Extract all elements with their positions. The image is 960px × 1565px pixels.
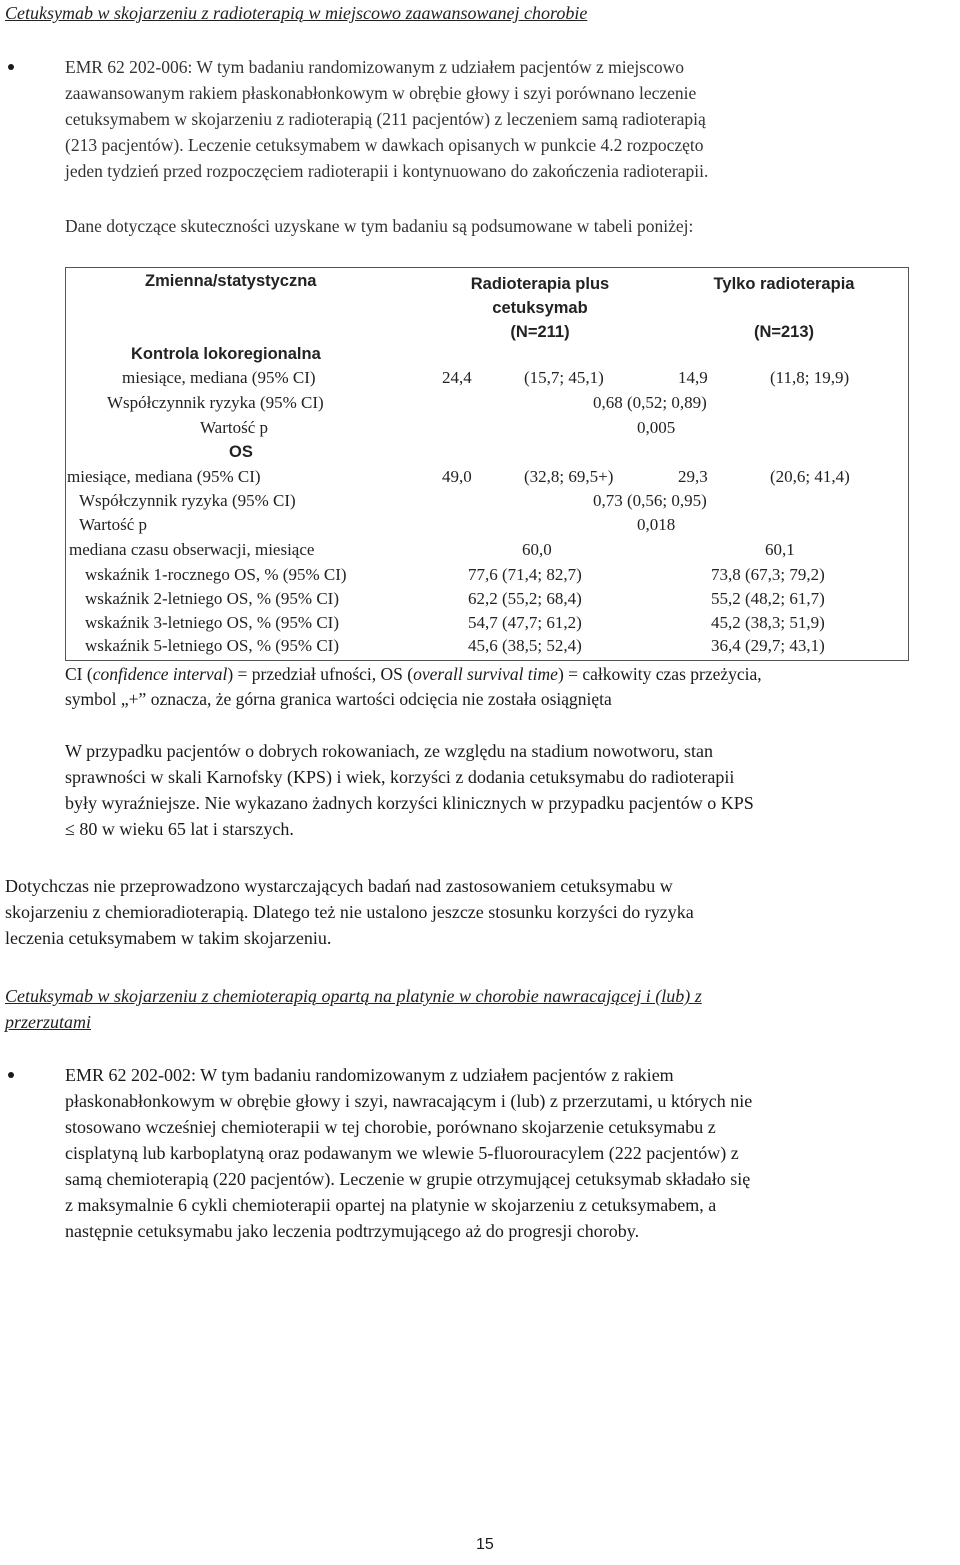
header-line: cetuksymab (492, 299, 588, 317)
section-heading-radiotherapy: Cetuksymab w skojarzeniu z radioterapią w miejscowo zaawansowanej chorobie (5, 3, 588, 23)
footnote-line: symbol „+” oznacza, że górna granica wartości odcięcia nie została osiągnięta (65, 689, 612, 709)
text-line: ≤ 80 w wieku 65 lat i starszych. (65, 819, 294, 839)
text-line: cetuksymabem w skojarzeniu z radioterapią (211 pacjentów) z leczeniem samą radioterapią (65, 109, 706, 129)
header-line: Radioterapia plus (470, 275, 610, 293)
row-label: wskaźnik 1-rocznego OS, % (95% CI) (85, 565, 347, 584)
cell-value: 0,005 (637, 418, 676, 437)
header-line: (N=213) (753, 323, 815, 341)
cell-value: 54,7 (47,7; 61,2) (468, 613, 582, 632)
cell-value: 55,2 (48,2; 61,7) (711, 589, 825, 608)
row-label: Wartość p (79, 515, 148, 534)
text-line: leczenia cetuksymabem w takim skojarzeniu. (5, 928, 332, 948)
row-label: mediana czasu obserwacji, miesiące (69, 540, 315, 559)
text-line: stosowano wcześniej chemioterapii w tej chorobie, porównano skojarzenie cetuksymabu z (65, 1117, 716, 1137)
cell-value: 0,73 (0,56; 0,95) (593, 491, 707, 510)
text-line: z maksymalnie 6 cykli chemioterapii opartej na platynie w skojarzeniu z cetuksymabem, a (65, 1195, 717, 1215)
cell-value: 0,018 (637, 515, 676, 534)
cell-value: (15,7; 45,1) (524, 368, 604, 387)
paragraph-chemoradiotherapy (5, 873, 694, 951)
col-header-radio-cetuximab (440, 272, 640, 344)
text-line: W przypadku pacjentów o dobrych rokowaniach, ze względu na stadium nowotworu, stan (65, 741, 713, 761)
table-intro-text: Dane dotyczące skuteczności uzyskane w tym badaniu są podsumowane w tabeli poniżej: (65, 216, 694, 236)
section-heading-chemotherapy (5, 983, 702, 1035)
text-line: skojarzeniu z chemioradioterapią. Dlatego też nie ustalono jeszcze stosunku korzyści do ryzyka (5, 902, 694, 922)
row-label: wskaźnik 3-letniego OS, % (95% CI) (85, 613, 340, 632)
header-line: (N=211) (510, 323, 570, 341)
cell-value: (20,6; 41,4) (770, 467, 850, 486)
bullet-paragraph-emr-002 (65, 1062, 752, 1244)
cell-value: 60,1 (765, 540, 795, 559)
paragraph-kps (65, 738, 754, 842)
group-header-locoregional: Kontrola lokoregionalna (131, 345, 321, 363)
cell-value: 29,3 (678, 467, 708, 486)
text-line: płaskonabłonkowym w obrębie głowy i szyi, nawracającym i (lub) z przerzutami, u których nie (65, 1091, 753, 1111)
cell-value: 0,68 (0,52; 0,89) (593, 393, 707, 412)
page-number: 15 (476, 1536, 494, 1553)
text-line: EMR 62 202-002: W tym badaniu randomizowanym z udziałem pacjentów z rakiem (65, 1065, 674, 1085)
cell-value: 36,4 (29,7; 43,1) (711, 636, 825, 655)
row-label: Współczynnik ryzyka (95% CI) (107, 393, 324, 412)
cell-value: (11,8; 19,9) (770, 368, 850, 387)
table-footnote (65, 662, 762, 712)
row-label: miesiące, mediana (95% CI) (67, 467, 261, 486)
row-label: Współczynnik ryzyka (95% CI) (79, 491, 296, 510)
col-header-radio-only (684, 272, 884, 344)
text-line: zaawansowanym rakiem płaskonabłonkowym w obrębie głowy i szyi porównano leczenie (65, 83, 697, 103)
footnote-term: confidence interval (92, 664, 228, 684)
text-line: EMR 62 202-006: W tym badaniu randomizowanym z udziałem pacjentów z miejscowo (65, 57, 685, 77)
bullet-icon (8, 64, 14, 70)
text-line: cisplatyną lub karboplatyną oraz podawanym we wlewie 5-fluorouracylem (222 pacjentów) z (65, 1143, 739, 1163)
cell-value: 60,0 (522, 540, 552, 559)
cell-value: (32,8; 69,5+) (524, 467, 614, 486)
cell-value: 77,6 (71,4; 82,7) (468, 565, 582, 584)
row-label: wskaźnik 2-letniego OS, % (95% CI) (85, 589, 340, 608)
cell-value: 49,0 (442, 467, 472, 486)
text-line: sprawności w skali Karnofsky (KPS) i wiek, korzyści z dodania cetuksymabu do radioterapii (65, 767, 735, 787)
cell-value: 45,2 (38,3; 51,9) (711, 613, 825, 632)
cell-value: 45,6 (38,5; 52,4) (468, 636, 582, 655)
cell-value: 62,2 (55,2; 68,4) (468, 589, 582, 608)
heading-line: Cetuksymab w skojarzeniu z chemioterapią opartą na platynie w chorobie nawracającej i (lub) z (5, 986, 702, 1006)
cell-value: 24,4 (442, 368, 472, 387)
heading-line: przerzutami (5, 1012, 92, 1032)
text-line: były wyraźniejsze. Nie wykazano żadnych korzyści klinicznych w przypadku pacjentów o KPS (65, 793, 754, 813)
row-label: Wartość p (200, 418, 269, 437)
cell-value: 14,9 (678, 368, 708, 387)
header-line: Tylko radioterapia (713, 275, 855, 293)
text-line: samą chemioterapią (220 pacjentów). Leczenie w grupie otrzymującej cetuksymab składało się (65, 1169, 751, 1189)
text-line: (213 pacjentów). Leczenie cetuksymabem w dawkach opisanych w punkcie 4.2 rozpoczęto (65, 135, 704, 155)
col-header-variable: Zmienna/statystyczna (145, 272, 317, 290)
bullet-paragraph-emr-006 (65, 54, 708, 184)
row-label: miesiące, mediana (95% CI) (122, 368, 316, 387)
footnote-text: ) = przedział ufności, OS ( (227, 664, 414, 684)
text-line: następnie cetuksymabu jako leczenia podtrzymującego aż do progresji choroby. (65, 1221, 640, 1241)
footnote-term: overall survival time (413, 664, 558, 684)
bullet-icon (8, 1072, 14, 1078)
footnote-text: CI ( (65, 664, 93, 684)
footnote-text: ) = całkowity czas przeżycia, (557, 664, 762, 684)
text-line: jeden tydzień przed rozpoczęciem radioterapii i kontynuowano do zakończenia radioterapii. (65, 161, 709, 181)
row-label: wskaźnik 5-letniego OS, % (95% CI) (85, 636, 340, 655)
group-header-os: OS (229, 443, 253, 461)
cell-value: 73,8 (67,3; 79,2) (711, 565, 825, 584)
text-line: Dotychczas nie przeprowadzono wystarczających badań nad zastosowaniem cetuksymabu w (5, 876, 673, 896)
